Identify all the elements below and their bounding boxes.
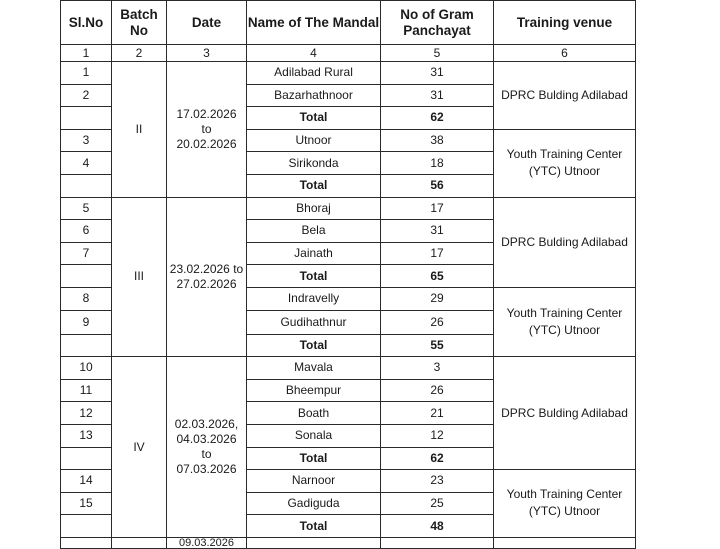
sl-no-cell: 15 xyxy=(61,492,112,515)
header-mandal: Name of The Mandal xyxy=(247,1,381,45)
header-training-venue: Training venue xyxy=(494,1,636,45)
mandal-cell: Narnoor xyxy=(247,470,381,493)
total-label: Total xyxy=(247,174,381,197)
gp-count-cell: 3 xyxy=(381,357,494,380)
header-batch-no: Batch No xyxy=(112,1,167,45)
sl-no-cell: 14 xyxy=(61,470,112,493)
gp-count-cell: 25 xyxy=(381,492,494,515)
sl-no-cell xyxy=(61,107,112,130)
column-number: 1 xyxy=(61,45,112,62)
column-number: 6 xyxy=(494,45,636,62)
gp-count-cell: 29 xyxy=(381,287,494,310)
sl-no-cell: 12 xyxy=(61,402,112,425)
venue-line: (YTC) Utnoor xyxy=(528,323,601,338)
sl-no-cell: 1 xyxy=(61,62,112,85)
date-line: to xyxy=(201,447,212,461)
gp-count-cell: 31 xyxy=(381,220,494,243)
total-value: 56 xyxy=(381,174,494,197)
venue-cell: DPRC Bulding Adilabad xyxy=(494,357,636,470)
sl-no-cell: 10 xyxy=(61,357,112,380)
mandal-cell: Gadiguda xyxy=(247,492,381,515)
table-row xyxy=(61,197,636,220)
mandal-cell: Indravelly xyxy=(247,287,381,310)
sl-no-cell xyxy=(61,174,112,197)
date-line: 02.03.2026, xyxy=(174,417,239,431)
gp-count-cell: 31 xyxy=(381,62,494,85)
mandal-cell: Boath xyxy=(247,402,381,425)
venue-cell: DPRC Bulding Adilabad xyxy=(494,62,636,130)
column-number: 3 xyxy=(167,45,247,62)
mandal-cell: Bhoraj xyxy=(247,197,381,220)
total-value: 48 xyxy=(381,515,494,538)
date-cell xyxy=(167,197,247,357)
batch-no-cell: IV xyxy=(112,357,167,538)
gp-count-cell: 12 xyxy=(381,424,494,447)
sl-no-cell: 5 xyxy=(61,197,112,220)
gp-count-cell: 26 xyxy=(381,310,494,334)
mandal-cell: Sirikonda xyxy=(247,152,381,175)
venue-line: Youth Training Center xyxy=(506,147,623,162)
date-line: 23.02.2026 to xyxy=(169,261,244,276)
header-sl-no: Sl.No xyxy=(61,1,112,45)
venue-cell xyxy=(494,470,636,538)
sl-no-cell xyxy=(61,334,112,357)
total-label: Total xyxy=(247,447,381,470)
date-line: 07.03.2026 xyxy=(176,462,237,476)
total-label: Total xyxy=(247,265,381,288)
total-label: Total xyxy=(247,334,381,357)
mandal-cell: Bela xyxy=(247,220,381,243)
venue-line: (YTC) Utnoor xyxy=(528,504,601,519)
partial-next-row xyxy=(61,537,636,548)
total-value: 62 xyxy=(381,107,494,130)
gp-count-cell: 17 xyxy=(381,242,494,265)
column-number: 4 xyxy=(247,45,381,62)
sl-no-cell: 6 xyxy=(61,220,112,243)
mandal-cell: Bazarhathnoor xyxy=(247,84,381,107)
date-cell xyxy=(167,357,247,538)
date-line: 17.02.2026 xyxy=(176,106,237,121)
date-line: to xyxy=(201,121,212,136)
venue-line: Youth Training Center xyxy=(506,306,623,321)
sl-no-cell: 7 xyxy=(61,242,112,265)
sl-no-cell: 13 xyxy=(61,424,112,447)
batch-schedule-table xyxy=(60,0,636,549)
column-number: 2 xyxy=(112,45,167,62)
header-date: Date xyxy=(167,1,247,45)
mandal-cell: Utnoor xyxy=(247,129,381,152)
venue-line: (YTC) Utnoor xyxy=(528,164,601,179)
column-number: 5 xyxy=(381,45,494,62)
date-line: 27.02.2026 xyxy=(176,276,237,291)
total-value: 55 xyxy=(381,334,494,357)
column-number-row xyxy=(61,45,636,62)
date-cell xyxy=(167,62,247,198)
total-value: 62 xyxy=(381,447,494,470)
mandal-cell: Jainath xyxy=(247,242,381,265)
venue-cell xyxy=(494,129,636,197)
sl-no-cell: 3 xyxy=(61,129,112,152)
sl-no-cell xyxy=(61,447,112,470)
gp-count-cell: 26 xyxy=(381,379,494,402)
batch-schedule-table-container xyxy=(60,0,636,549)
venue-line: Youth Training Center xyxy=(506,487,623,502)
date-line: 20.02.2026 xyxy=(176,136,237,151)
mandal-cell: Gudihathnur xyxy=(247,310,381,334)
table-row xyxy=(61,357,636,380)
gp-count-cell: 31 xyxy=(381,84,494,107)
table-row xyxy=(61,62,636,85)
total-label: Total xyxy=(247,515,381,538)
gp-count-cell: 38 xyxy=(381,129,494,152)
venue-cell: DPRC Bulding Adilabad xyxy=(494,197,636,287)
total-label: Total xyxy=(247,107,381,130)
mandal-cell: Mavala xyxy=(247,357,381,380)
mandal-cell: Adilabad Rural xyxy=(247,62,381,85)
batch-no-cell: II xyxy=(112,62,167,198)
sl-no-cell: 9 xyxy=(61,310,112,334)
total-value: 65 xyxy=(381,265,494,288)
header-row xyxy=(61,1,636,45)
gp-count-cell: 18 xyxy=(381,152,494,175)
sl-no-cell: 11 xyxy=(61,379,112,402)
sl-no-cell xyxy=(61,515,112,538)
sl-no-cell: 8 xyxy=(61,287,112,310)
sl-no-cell xyxy=(61,265,112,288)
gp-count-cell: 21 xyxy=(381,402,494,425)
gp-count-cell: 23 xyxy=(381,470,494,493)
sl-no-cell: 4 xyxy=(61,152,112,175)
gp-count-cell: 17 xyxy=(381,197,494,220)
partial-date-cell: 09.03.2026 xyxy=(167,537,247,548)
sl-no-cell: 2 xyxy=(61,84,112,107)
mandal-cell: Bheempur xyxy=(247,379,381,402)
batch-no-cell: III xyxy=(112,197,167,357)
date-line: 04.03.2026 xyxy=(176,432,237,446)
venue-cell xyxy=(494,287,636,356)
header-gram-panchayat: No of Gram Panchayat xyxy=(381,1,494,45)
mandal-cell: Sonala xyxy=(247,424,381,447)
